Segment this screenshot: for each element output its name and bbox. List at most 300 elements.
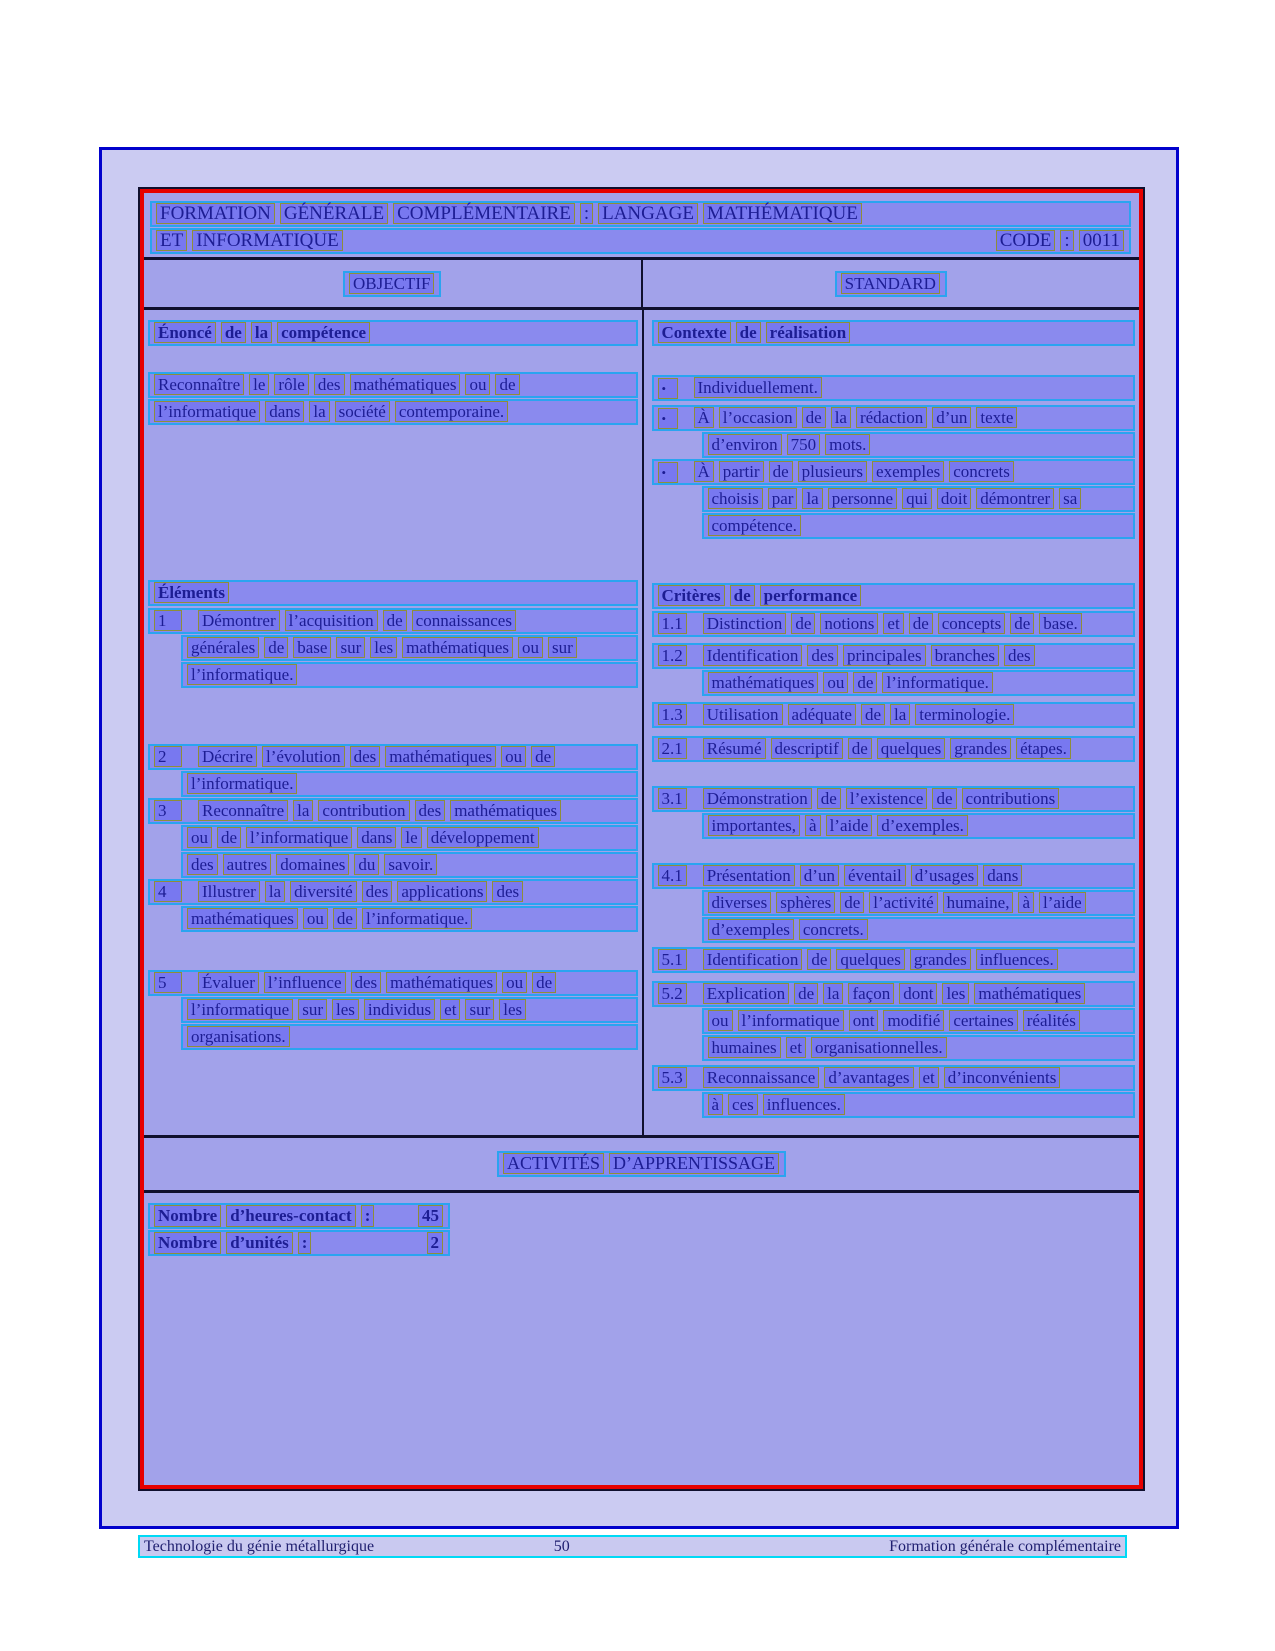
word-highlight: générales [187, 637, 259, 658]
word-highlight: quelques [836, 949, 904, 970]
word-highlight: par [768, 488, 798, 509]
title-line-2 [150, 228, 1131, 254]
word-highlight: sur [465, 999, 494, 1020]
word-highlight: de [531, 746, 555, 767]
word-highlight: mathématiques [450, 800, 561, 821]
word-highlight: Éléments [154, 582, 229, 603]
word-highlight: d’avantages [824, 1067, 913, 1088]
word-highlight: l’informatique. [882, 672, 992, 693]
text-line [652, 405, 1136, 431]
word-highlight: d’unités [226, 1232, 293, 1254]
word-highlight: mathématiques [402, 637, 513, 658]
word-highlight: et [786, 1037, 806, 1058]
standard-column [642, 310, 1140, 1135]
item-number: 5 [154, 972, 182, 993]
word-highlight: certaines [949, 1010, 1017, 1031]
word-highlight: notions [820, 613, 878, 634]
word-highlight: terminologie. [915, 704, 1014, 725]
word-highlight: mathématiques [187, 908, 298, 929]
word-highlight: de [909, 613, 933, 634]
footer-program-name: Technologie du génie métallurgique [144, 1537, 375, 1555]
text-line [702, 486, 1136, 512]
word-highlight: rôle [274, 374, 308, 395]
document-page [99, 147, 1179, 1529]
word-highlight: d’usages [911, 865, 978, 886]
word-highlight: l’informatique. [187, 773, 297, 794]
text-line [148, 608, 638, 634]
word-highlight: de [932, 788, 956, 809]
word-highlight: mathématiques [385, 746, 496, 767]
word-highlight: texte [976, 407, 1017, 428]
word-highlight: mots. [825, 434, 870, 455]
units-row [148, 1230, 450, 1256]
text-line [702, 670, 1136, 696]
contexte-heading [652, 320, 1136, 346]
contexte-bullet-item [652, 405, 1136, 458]
word-highlight: Identification [703, 645, 803, 666]
text-line [181, 906, 638, 932]
word-highlight: ont [849, 1010, 879, 1031]
item-number: 3.1 [658, 788, 687, 809]
word-highlight: dans [357, 827, 396, 848]
standard-column-header-cell [641, 260, 1140, 307]
word-highlight: les [332, 999, 359, 1020]
table-red-border [140, 189, 1143, 1489]
word-highlight: de [807, 949, 831, 970]
page-footer [138, 1535, 1127, 1558]
activites-banner [497, 1151, 786, 1177]
word-highlight: savoir. [384, 854, 437, 875]
hours-contact-row [148, 1203, 450, 1229]
word-highlight: de [1010, 613, 1034, 634]
word-highlight: de [840, 892, 864, 913]
text-line [148, 798, 638, 824]
word-highlight: de [853, 672, 877, 693]
word-highlight: la [293, 800, 313, 821]
word-highlight: l’informatique [187, 999, 293, 1020]
word-highlight: la [802, 488, 822, 509]
text-line [148, 399, 638, 425]
elements-heading [148, 580, 638, 606]
word-highlight: compétence [277, 322, 370, 343]
course-code [994, 230, 1127, 252]
word-highlight: éventail [844, 865, 906, 886]
word-highlight: STANDARD [841, 273, 940, 294]
word-highlight: réalisation [766, 322, 851, 343]
word-highlight: d’heures-contact [226, 1205, 356, 1227]
word-highlight: de [769, 461, 793, 482]
element-item [148, 608, 638, 688]
word-highlight: choisis [708, 488, 763, 509]
word-highlight: connaissances [412, 610, 516, 631]
word-highlight: le [249, 374, 269, 395]
word-highlight: de [791, 613, 815, 634]
word-highlight: l’informatique. [187, 664, 297, 685]
word-highlight: Nombre [154, 1232, 221, 1254]
word-highlight: partir [719, 461, 764, 482]
word-highlight: Reconnaissance [703, 1067, 820, 1088]
text-line [652, 643, 1136, 669]
word-highlight: et [440, 999, 460, 1020]
objectif-column-header [343, 271, 441, 297]
word-highlight: des [807, 645, 838, 666]
word-highlight: base. [1039, 613, 1081, 634]
word-highlight: Nombre [154, 1205, 221, 1227]
word-highlight: contributions [962, 788, 1060, 809]
critere-item [652, 736, 1136, 762]
text-line [702, 513, 1136, 539]
element-item [148, 970, 638, 1050]
word-highlight: performance [760, 585, 861, 606]
bullet-icon: • [658, 378, 678, 399]
text-line [652, 981, 1136, 1007]
objectif-column [144, 310, 642, 1135]
word-highlight: GÉNÉRALE [280, 203, 388, 224]
text-line [702, 1035, 1136, 1061]
enonce-heading [148, 320, 638, 346]
text-line [181, 852, 638, 878]
word-highlight: sur [298, 999, 327, 1020]
word-highlight: descriptif [771, 738, 843, 759]
word-highlight: concrets. [799, 919, 868, 940]
word-highlight: 0011 [1079, 230, 1124, 251]
objectif-column-header-cell [144, 260, 641, 307]
footer-page-number: 50 [553, 1537, 570, 1555]
text-line [652, 702, 1136, 728]
word-highlight: de [383, 610, 407, 631]
word-highlight: Reconnaître [154, 374, 244, 395]
word-highlight: ou [187, 827, 212, 848]
word-highlight: rédaction [856, 407, 927, 428]
word-highlight: ou [502, 972, 527, 993]
word-highlight: sa [1059, 488, 1081, 509]
word-highlight: de [861, 704, 885, 725]
word-highlight: : [580, 203, 593, 224]
word-highlight: l’informatique [246, 827, 352, 848]
text-line [652, 375, 1136, 401]
item-number: 5.2 [658, 983, 687, 1004]
word-highlight: l’aide [1039, 892, 1086, 913]
word-highlight: les [499, 999, 526, 1020]
word-highlight: LANGAGE [598, 203, 698, 224]
word-highlight: la [831, 407, 851, 428]
text-line [652, 1065, 1136, 1091]
word-highlight: ou [518, 637, 543, 658]
word-highlight: mathématiques [708, 672, 819, 693]
word-highlight: l’influence [264, 972, 346, 993]
word-highlight: mathématiques [386, 972, 497, 993]
word-highlight: ou [708, 1010, 733, 1031]
critere-item [652, 702, 1136, 728]
text-line [702, 917, 1136, 943]
text-line [702, 890, 1136, 916]
text-line [702, 1092, 1136, 1118]
word-highlight: l’occasion [719, 407, 797, 428]
word-highlight: branches [931, 645, 999, 666]
competency-table [138, 187, 1145, 1491]
word-highlight: à [1018, 892, 1034, 913]
word-highlight: ET [156, 230, 187, 251]
contexte-bullet-list [652, 375, 1136, 539]
word-highlight: mathématiques [974, 983, 1085, 1004]
text-line [702, 432, 1136, 458]
word-highlight: influences. [976, 949, 1058, 970]
word-highlight: l’informatique [738, 1010, 844, 1031]
element-item [148, 879, 638, 932]
item-number: 2.1 [658, 738, 687, 759]
word-highlight: le [401, 827, 421, 848]
word-highlight: influences. [763, 1094, 845, 1115]
word-highlight: OBJECTIF [349, 273, 434, 294]
critere-item [652, 947, 1136, 973]
word-highlight: diversité [290, 881, 357, 902]
word-highlight: Présentation [703, 865, 795, 886]
word-highlight: MATHÉMATIQUE [703, 203, 862, 224]
item-number: 5.1 [658, 949, 687, 970]
elements-list [148, 608, 638, 1050]
word-highlight: de [848, 738, 872, 759]
word-highlight: de [217, 827, 241, 848]
word-highlight: des [1004, 645, 1035, 666]
word-highlight: Explication [703, 983, 789, 1004]
word-highlight: de [333, 908, 357, 929]
word-highlight: grandes [950, 738, 1011, 759]
word-highlight: modifié [883, 1010, 944, 1031]
word-highlight: Individuellement. [694, 377, 822, 398]
word-highlight: de [817, 788, 841, 809]
item-number: 1.1 [658, 613, 687, 634]
word-highlight: la [309, 401, 329, 422]
word-highlight: étapes. [1016, 738, 1071, 759]
contexte-bullet-item [652, 459, 1136, 539]
critere-item [652, 1065, 1136, 1118]
word-highlight: d’exemples. [877, 815, 968, 836]
word-highlight: du [354, 854, 379, 875]
activites-banner-row [144, 1135, 1139, 1193]
word-highlight: des [351, 972, 382, 993]
word-highlight: façon [848, 983, 894, 1004]
element-item [148, 798, 638, 878]
text-line [652, 947, 1136, 973]
text-line [702, 813, 1136, 839]
word-highlight: ou [465, 374, 490, 395]
title-row [144, 193, 1139, 260]
text-line [148, 970, 638, 996]
word-highlight: des [415, 800, 446, 821]
word-highlight: Démontrer [198, 610, 280, 631]
word-highlight: organisations. [187, 1026, 290, 1047]
word-highlight: Résumé [703, 738, 766, 759]
word-highlight: autres [223, 854, 272, 875]
item-number: 1 [154, 610, 182, 631]
word-highlight: applications [397, 881, 487, 902]
word-highlight: Évaluer [198, 972, 259, 993]
word-highlight: 750 [787, 434, 821, 455]
word-highlight: Démonstration [703, 788, 812, 809]
word-highlight: société [335, 401, 390, 422]
word-highlight: ou [501, 746, 526, 767]
text-line [148, 744, 638, 770]
criteres-heading [652, 583, 1136, 609]
text-line [652, 786, 1136, 812]
contexte-bullet-item [652, 375, 1136, 401]
title-line-1 [150, 201, 1131, 227]
word-highlight: dans [265, 401, 304, 422]
word-highlight: et [883, 613, 903, 634]
word-highlight: diverses [708, 892, 772, 913]
word-highlight: et [919, 1067, 939, 1088]
word-highlight: Critères [658, 585, 725, 606]
word-highlight: compétence. [708, 515, 801, 536]
word-highlight: la [890, 704, 910, 725]
critere-item [652, 863, 1136, 943]
word-highlight: À [694, 461, 714, 482]
word-highlight: À [694, 407, 714, 428]
text-line [652, 459, 1136, 485]
item-number: 4 [154, 881, 182, 902]
word-highlight: concrets [949, 461, 1014, 482]
word-highlight: développement [427, 827, 539, 848]
word-highlight: des [187, 854, 218, 875]
word-highlight: l’existence [846, 788, 928, 809]
word-highlight: ou [823, 672, 848, 693]
text-line [702, 1008, 1136, 1034]
word-highlight: de [221, 322, 246, 343]
word-highlight: concepts [938, 613, 1005, 634]
word-highlight: les [370, 637, 397, 658]
column-headers-row [144, 260, 1139, 310]
word-highlight: principales [843, 645, 926, 666]
word-highlight: dont [899, 983, 937, 1004]
item-number: 5.3 [658, 1067, 687, 1088]
word-highlight: COMPLÉMENTAIRE [393, 203, 575, 224]
title-line-2-text [154, 230, 346, 252]
word-highlight: l’activité [869, 892, 937, 913]
word-highlight: l’informatique. [362, 908, 472, 929]
critere-item [652, 611, 1136, 637]
element-item [148, 744, 638, 797]
bullet-icon: • [658, 408, 678, 429]
enonce-paragraph [148, 372, 638, 425]
word-highlight: à [708, 1094, 724, 1115]
text-line [181, 635, 638, 661]
word-highlight: à [805, 815, 821, 836]
word-highlight: de [495, 374, 519, 395]
word-highlight: l’acquisition [285, 610, 378, 631]
footer-section-name: Formation générale complémentaire [889, 1537, 1121, 1555]
text-line [181, 997, 638, 1023]
item-number: 3 [154, 800, 182, 821]
word-highlight: adéquate [788, 704, 856, 725]
hours-contact-value: 45 [418, 1205, 443, 1227]
word-highlight: Décrire [198, 746, 257, 767]
bullet-icon: • [658, 462, 678, 483]
word-highlight: mathématiques [350, 374, 461, 395]
word-highlight: doit [937, 488, 971, 509]
units-value: 2 [427, 1232, 444, 1254]
word-highlight: Distinction [703, 613, 787, 634]
word-highlight: ACTIVITÉS [503, 1153, 604, 1174]
text-line [181, 771, 638, 797]
word-highlight: ou [303, 908, 328, 929]
item-number: 1.2 [658, 645, 687, 666]
text-line [148, 879, 638, 905]
item-number: 1.3 [658, 704, 687, 725]
item-number: 4.1 [658, 865, 687, 886]
word-highlight: la [823, 983, 843, 1004]
criteres-list [652, 611, 1136, 1118]
standard-column-header [835, 271, 947, 297]
word-highlight: base [293, 637, 331, 658]
word-highlight: les [942, 983, 969, 1004]
word-highlight: CODE [996, 230, 1056, 251]
text-line [652, 863, 1136, 889]
word-highlight: la [265, 881, 285, 902]
word-highlight: FORMATION [156, 203, 275, 224]
critere-item [652, 981, 1136, 1061]
text-line [652, 611, 1136, 637]
word-highlight: de [532, 972, 556, 993]
word-highlight: contribution [318, 800, 409, 821]
word-highlight: Illustrer [198, 881, 260, 902]
text-line [652, 736, 1136, 762]
critere-item [652, 643, 1136, 696]
word-highlight: sur [336, 637, 365, 658]
word-highlight: : [361, 1205, 375, 1227]
word-highlight: Contexte [658, 322, 731, 343]
word-highlight: individus [364, 999, 435, 1020]
word-highlight: sphères [776, 892, 835, 913]
word-highlight: : [298, 1232, 312, 1254]
item-number: 2 [154, 746, 182, 767]
text-line [148, 372, 638, 398]
word-highlight: dans [983, 865, 1022, 886]
word-highlight: Identification [703, 949, 803, 970]
word-highlight: la [251, 322, 272, 343]
word-highlight: d’un [932, 407, 971, 428]
word-highlight: contemporaine. [395, 401, 508, 422]
word-highlight: de [730, 585, 755, 606]
word-highlight: l’évolution [262, 746, 345, 767]
word-highlight: humaine, [943, 892, 1014, 913]
word-highlight: grandes [910, 949, 971, 970]
word-highlight: d’environ [708, 434, 782, 455]
word-highlight: exemples [872, 461, 944, 482]
main-content-row [144, 310, 1139, 1135]
word-highlight: personne [828, 488, 897, 509]
word-highlight: l’aide [826, 815, 873, 836]
word-highlight: d’exemples [708, 919, 794, 940]
word-highlight: humaines [708, 1037, 781, 1058]
text-line [181, 825, 638, 851]
word-highlight: de [736, 322, 761, 343]
word-highlight: des [350, 746, 381, 767]
word-highlight: d’un [800, 865, 839, 886]
word-highlight: Énoncé [154, 322, 216, 343]
word-highlight: Utilisation [703, 704, 783, 725]
word-highlight: des [492, 881, 523, 902]
word-highlight: l’informatique [154, 401, 260, 422]
word-highlight: réalités [1023, 1010, 1080, 1031]
word-highlight: d’inconvénients [944, 1067, 1061, 1088]
word-highlight: ces [728, 1094, 758, 1115]
activites-details-row [144, 1193, 1139, 1485]
word-highlight: de [264, 637, 288, 658]
word-highlight: quelques [877, 738, 945, 759]
word-highlight: de [802, 407, 826, 428]
word-highlight: plusieurs [798, 461, 867, 482]
word-highlight: des [362, 881, 393, 902]
